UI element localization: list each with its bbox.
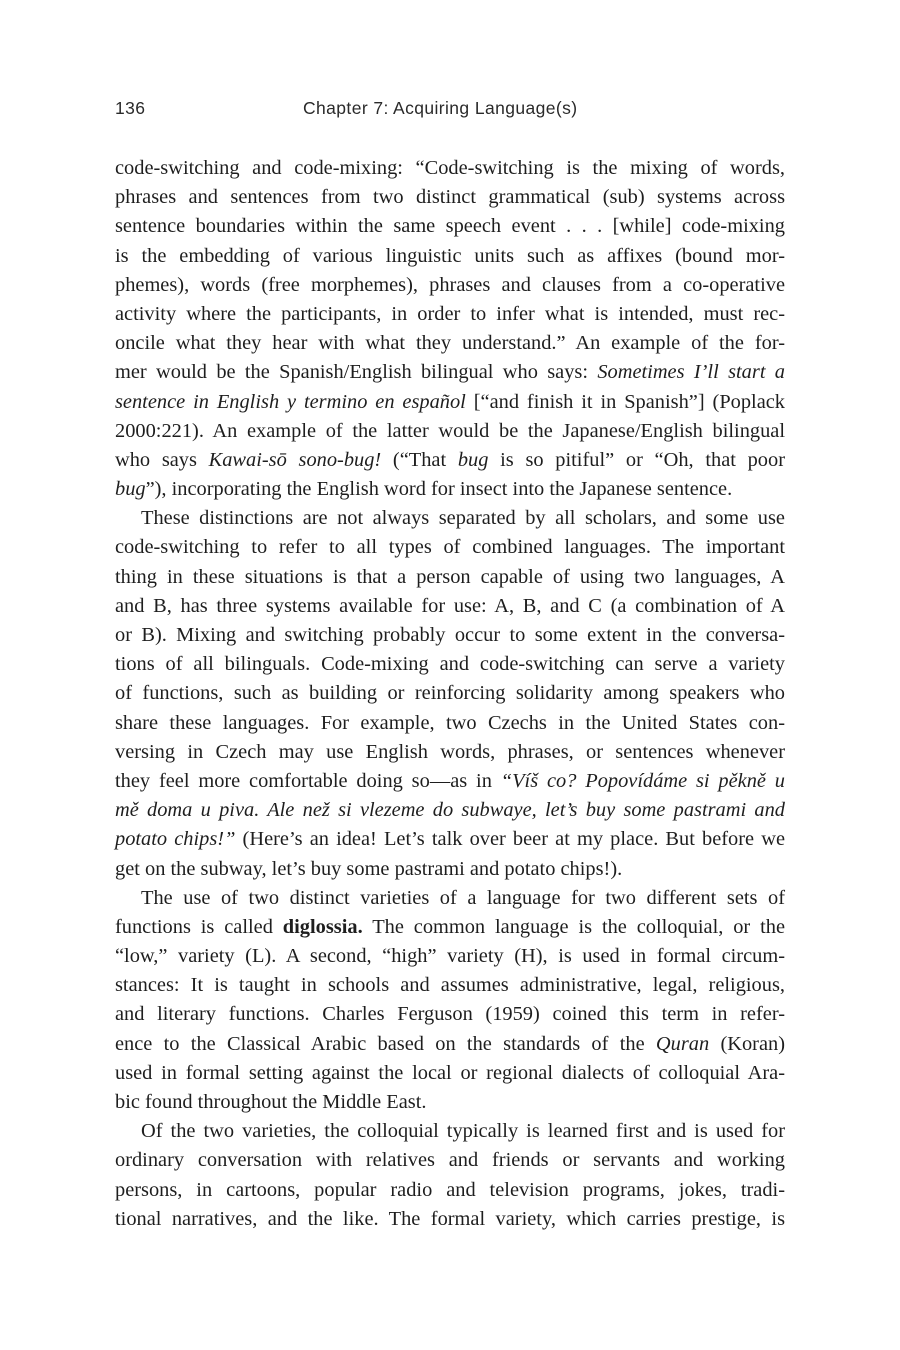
italic-text: sentence in English y termino en español xyxy=(115,390,466,413)
text-segment: “low,” variety (L). A second, “high” variety (H), is used in formal circum- xyxy=(115,945,785,968)
text-segment: share these languages. For example, two Czechs in the United States con- xyxy=(115,711,785,734)
text-segment: ence to the Classical Arabic based on the standards of the xyxy=(115,1032,656,1055)
text-segment: (Koran) xyxy=(709,1032,785,1055)
text-segment: get on the subway, let’s buy some pastrami and potato chips!). xyxy=(115,857,623,880)
text-segment: The use of two distinct varieties of a language for two different sets of xyxy=(141,886,785,909)
text-line xyxy=(115,446,785,475)
text-line xyxy=(115,825,785,854)
paragraph xyxy=(115,504,785,883)
text-line xyxy=(115,300,785,329)
running-head: Chapter 7: Acquiring Language(s) xyxy=(303,98,578,118)
page-header xyxy=(115,98,785,124)
text-line xyxy=(115,1117,785,1146)
text-line xyxy=(115,388,785,417)
text-line xyxy=(115,592,785,621)
text-line xyxy=(115,475,785,504)
italic-text: bug xyxy=(115,478,146,501)
text-segment: These distinctions are not always separated by all scholars, and some use xyxy=(141,507,785,530)
text-line xyxy=(115,183,785,212)
text-line xyxy=(115,679,785,708)
text-segment: they feel more comfortable doing so—as in xyxy=(115,769,501,792)
italic-text: potato chips!” xyxy=(115,828,236,851)
text-line xyxy=(115,1146,785,1175)
text-segment: The common language is the colloquial, or the xyxy=(362,915,786,938)
italic-text: bug xyxy=(457,448,489,471)
text-line xyxy=(115,1000,785,1029)
italic-text: mě doma u piva. Ale než si vlezeme do subwaye, let’s buy some pastrami and xyxy=(115,799,785,822)
text-line xyxy=(115,738,785,767)
text-line xyxy=(115,242,785,271)
italic-text: “Víš co? Popovídáme si pěkně u xyxy=(500,769,786,792)
text-segment: persons, in cartoons, popular radio and television programs, jokes, tradi- xyxy=(115,1178,785,1201)
text-line xyxy=(115,942,785,971)
text-line xyxy=(115,154,785,183)
text-line xyxy=(115,1030,785,1059)
text-segment: functions is called xyxy=(115,915,283,938)
text-line xyxy=(115,1176,785,1205)
text-segment: [“and finish it in Spanish”] (Poplack xyxy=(465,390,786,413)
text-line xyxy=(115,1059,785,1088)
text-segment: code-switching to refer to all types of combined languages. The important xyxy=(115,536,785,559)
text-segment: oncile what they hear with what they understand.” An example of the for- xyxy=(115,332,785,355)
paragraph xyxy=(115,884,785,1118)
text-line xyxy=(115,767,785,796)
text-segment: who says xyxy=(115,448,209,471)
italic-text: Kawai-sō sono-bug! xyxy=(208,448,382,471)
text-line xyxy=(115,271,785,300)
text-segment: code-switching and code-mixing: “Code-switching is the mixing of words, xyxy=(115,157,785,179)
paragraph xyxy=(115,1117,785,1234)
text-line xyxy=(115,709,785,738)
text-segment: tions of all bilinguals. Code-mixing and code-switching can serve a variety xyxy=(115,653,785,676)
bold-term: diglossia. xyxy=(282,915,363,938)
text-line xyxy=(115,650,785,679)
text-segment: stances: It is taught in schools and assumes administrative, legal, religious, xyxy=(115,974,785,997)
text-line xyxy=(115,913,785,942)
text-segment: versing in Czech may use English words, phrases, or sentences whenever xyxy=(115,740,785,763)
text-line xyxy=(115,563,785,592)
text-line xyxy=(115,533,785,562)
text-line xyxy=(115,621,785,650)
text-segment: Of the two varieties, the colloquial typically is learned first and is used for xyxy=(141,1120,785,1143)
text-segment: ordinary conversation with relatives and friends or servants and working xyxy=(115,1149,785,1172)
text-segment: ”), incorporating the English word for insect into the Japanese sentence. xyxy=(145,478,733,501)
text-segment: activity where the participants, in order to infer what is intended, must rec- xyxy=(115,302,785,325)
text-segment: is so pitiful” or “Oh, that poor xyxy=(488,448,785,471)
text-line xyxy=(115,358,785,387)
text-segment: and literary functions. Charles Ferguson (1959) coined this term in refer- xyxy=(115,1003,785,1026)
text-segment: or B). Mixing and switching probably occur to some extent in the conversa- xyxy=(115,624,785,646)
text-segment: of functions, such as building or reinforcing solidarity among speakers who xyxy=(115,682,785,705)
text-segment: tional narratives, and the like. The formal variety, which carries prestige, is xyxy=(115,1207,785,1230)
text-segment: (Here’s an idea! Let’s talk over beer at my place. But before we xyxy=(235,828,785,851)
text-segment: mer would be the Spanish/English bilingual who says: xyxy=(115,361,598,384)
text-line xyxy=(115,212,785,241)
text-line xyxy=(115,855,785,884)
text-line xyxy=(115,329,785,358)
text-segment: phemes), words (free morphemes), phrases and clauses from a co-operative xyxy=(115,273,785,296)
page-number: 136 xyxy=(115,98,146,118)
text-line xyxy=(115,504,785,533)
body-text xyxy=(115,154,785,1234)
text-line xyxy=(115,796,785,825)
paragraph xyxy=(115,154,785,504)
text-segment: (“That xyxy=(381,448,458,471)
text-line xyxy=(115,971,785,1000)
italic-text: Sometimes I’ll start a xyxy=(597,361,785,384)
text-segment: thing in these situations is that a person capable of using two languages, A xyxy=(115,565,785,588)
text-line xyxy=(115,1088,785,1117)
text-segment: and B, has three systems available for use: A, B, and C (a combination of A xyxy=(115,594,785,617)
text-segment: 2000:221). An example of the latter would be the Japanese/English bilingual xyxy=(115,419,785,442)
text-line xyxy=(115,884,785,913)
italic-text: Quran xyxy=(655,1032,710,1055)
text-segment: is the embedding of various linguistic units such as affixes (bound mor- xyxy=(115,244,785,267)
text-segment: used in formal setting against the local or regional dialects of colloquial Ara- xyxy=(115,1061,785,1084)
text-segment: phrases and sentences from two distinct grammatical (sub) systems across xyxy=(115,186,785,209)
text-line xyxy=(115,1205,785,1234)
text-segment: bic found throughout the Middle East. xyxy=(115,1091,427,1113)
text-segment: sentence boundaries within the same speech event . . . [while] code-mixing xyxy=(115,215,785,238)
text-line xyxy=(115,417,785,446)
